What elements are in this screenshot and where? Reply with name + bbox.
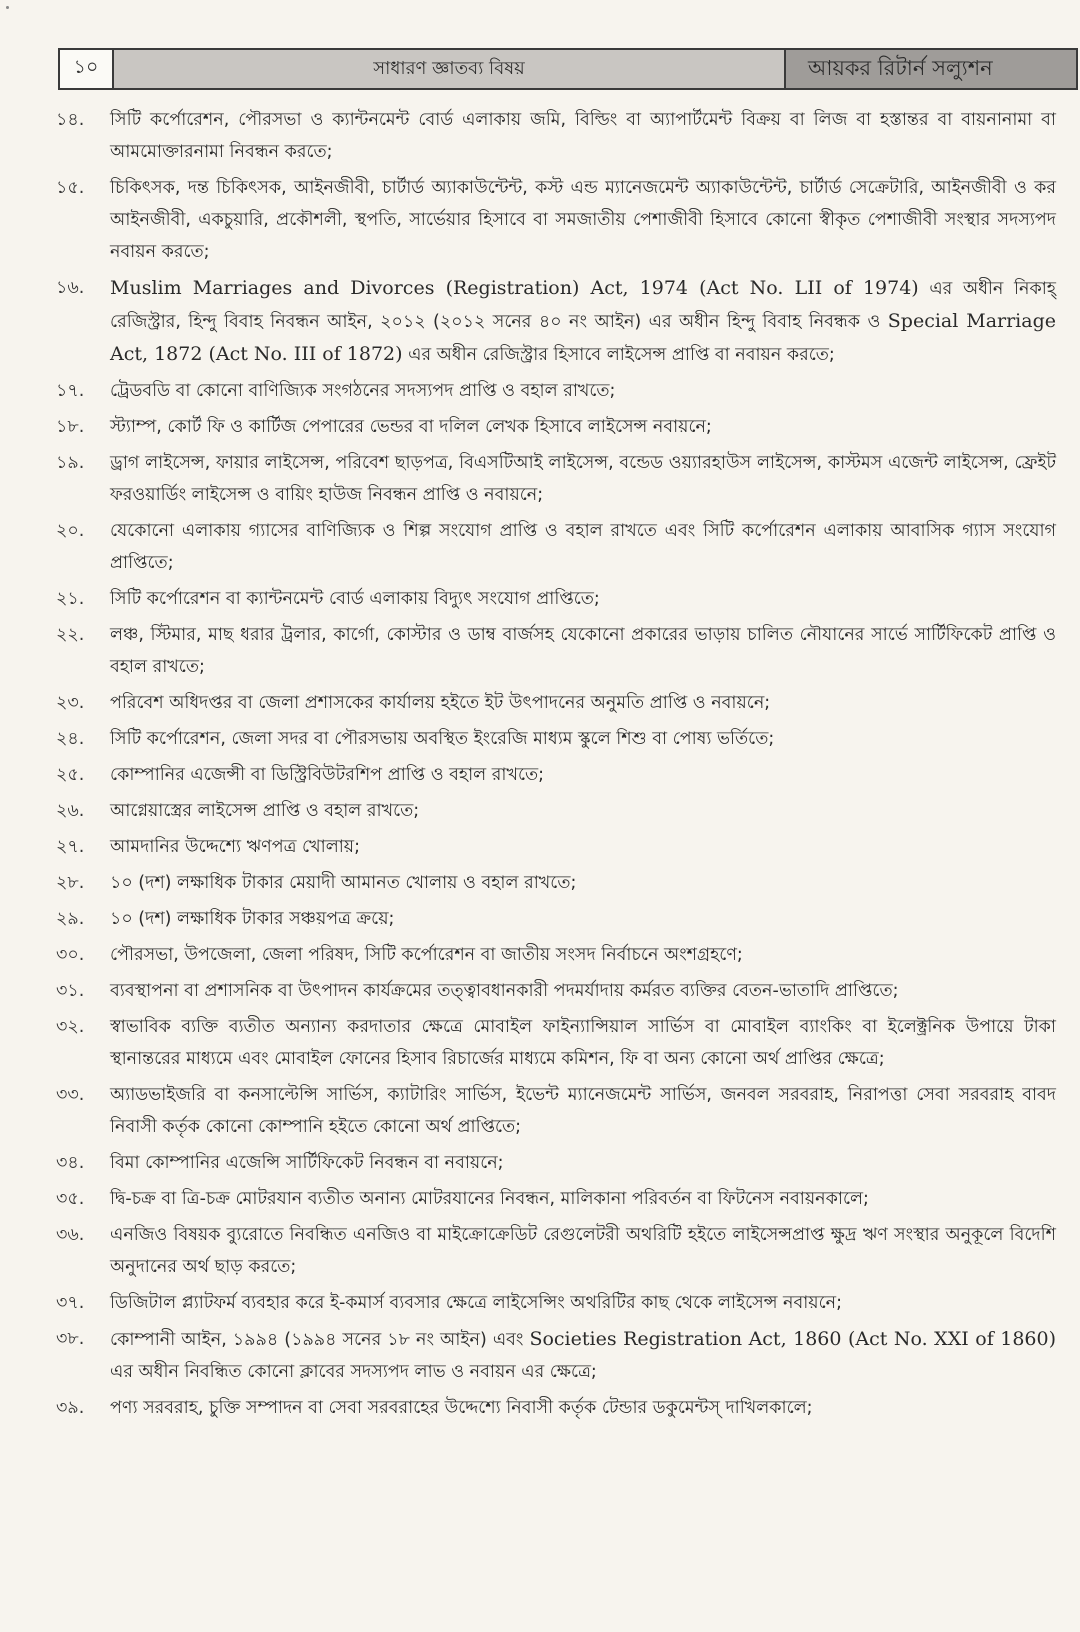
item-text: লঞ্চ, স্টিমার, মাছ ধরার ট্রলার, কার্গো, কোস্টার ও ডাম্ব বার্জসহ যেকোনো প্রকারের ভাড়ায় চালিত নৌযানের সার্ভে সার্টিফিকেট প্রাপ্তি ও বহাল রাখতে; <box>110 625 1056 677</box>
item-text: পরিবেশ অধিদপ্তর বা জেলা প্রশাসকের কার্যালয় হইতে ইট উৎপাদনের অনুমতি প্রাপ্তি ও নবায়নে; <box>110 693 771 713</box>
book-title: আয়কর রিটার্ন সল্যুশন <box>784 50 1076 88</box>
item-text: ব্যবস্থাপনা বা প্রশাসনিক বা উৎপাদন কার্যক্রমের তত্ত্বাবধানকারী পদমর্যাদায় কর্মরত ব্যক্তির বেতন-ভাতাদি প্রাপ্তিতে; <box>110 981 899 1001</box>
item-text: এনজিও বিষয়ক ব্যুরোতে নিবন্ধিত এনজিও বা মাইক্রোক্রেডিট রেগুলেটরী অথরিটি হইতে লাইসেন্সপ্রাপ্ত ক্ষুদ্র ঋণ সংস্থার অনুকূলে বিদেশি অনুদানের অর্থ ছাড় করতে; <box>110 1225 1056 1277</box>
item-number: ৩৮. <box>56 1329 85 1349</box>
list-item <box>56 939 1066 971</box>
page-number: ১০ <box>60 50 114 88</box>
item-number: ৩৪. <box>56 1153 85 1173</box>
list-item <box>56 272 1066 371</box>
item-text: বিমা কোম্পানির এজেন্সি সার্টিফিকেট নিবন্ধন বা নবায়নে; <box>110 1153 504 1173</box>
item-text: সিটি কর্পোরেশন বা ক্যান্টনমেন্ট বোর্ড এলাকায় বিদ্যুৎ সংযোগ প্রাপ্তিতে; <box>110 589 600 609</box>
item-number: ১৮. <box>56 417 85 437</box>
item-number: ১৫. <box>56 178 85 198</box>
item-text: ট্রেডবডি বা কোনো বাণিজ্যিক সংগঠনের সদস্যপদ প্রাপ্তি ও বহাল রাখতে; <box>110 381 616 401</box>
item-number: ২০. <box>56 521 85 541</box>
item-number: ৩৯. <box>56 1398 85 1418</box>
item-text-part: কোম্পানী আইন, ১৯৯৪ (১৯৯৪ সনের ১৮ নং আইন) এবং <box>110 1330 530 1350</box>
item-number: ৩৩. <box>56 1085 85 1105</box>
item-text <box>110 1323 1066 1388</box>
requirement-list <box>56 104 1066 1428</box>
section-title: সাধারণ জ্ঞাতব্য বিষয় <box>114 50 784 88</box>
item-text: ড্রাগ লাইসেন্স, ফায়ার লাইসেন্স, পরিবেশ ছাড়পত্র, বিএসটিআই লাইসেন্স, বন্ডেড ওয়্যারহাউস লাইসেন্স, কাস্টমস এজেন্ট লাইসেন্স, ফ্রেইট ফরওয়ার্ডিং লাইসেন্স ও বায়িং হাউজ নিবন্ধন প্রাপ্তি ও নবায়নে; <box>110 453 1056 505</box>
act-reference: Special Marriage Act, 1872 (Act No. III of 1872) <box>110 310 1056 365</box>
list-item <box>56 447 1066 511</box>
item-number: ১৬. <box>56 278 85 298</box>
item-number: ১৪. <box>56 110 85 130</box>
item-text: চিকিৎসক, দন্ত চিকিৎসক, আইনজীবী, চার্টার্ড অ্যাকাউন্টেন্ট, কস্ট এন্ড ম্যানেজমেন্ট অ্যাকাউন্টেন্ট, চার্টার্ড সেক্রেটারি, আইনজীবী ও কর আইনজীবী, একচুয়ারি, প্রকৌশলী, স্থপতি, সার্ভেয়ার হিসাবে বা সমজাতীয় পেশাজীবী হিসাবে কোনো স্বীকৃত পেশাজীবী সংস্থার সদস্যপদ নবায়ন করতে; <box>110 178 1056 262</box>
list-item <box>56 583 1066 615</box>
item-number: ২৬. <box>56 801 85 821</box>
list-item <box>56 1079 1066 1143</box>
item-text <box>110 272 1066 371</box>
item-number: ২৭. <box>56 837 85 857</box>
item-text: স্ট্যাম্প, কোর্ট ফি ও কার্টিজ পেপারের ভেন্ডর বা দলিল লেখক হিসাবে লাইসেন্স নবায়নে; <box>110 417 712 437</box>
list-item <box>56 172 1066 268</box>
list-item <box>56 1011 1066 1075</box>
item-text: সিটি কর্পোরেশন, জেলা সদর বা পৌরসভায় অবস্থিত ইংরেজি মাধ্যম স্কুলে শিশু বা পোষ্য ভর্তিতে; <box>110 729 775 749</box>
list-item <box>56 411 1066 443</box>
list-item <box>56 515 1066 579</box>
list-item <box>56 1392 1066 1424</box>
list-item <box>56 867 1066 899</box>
list-item <box>56 1219 1066 1283</box>
list-item <box>56 1287 1066 1319</box>
list-item <box>56 375 1066 407</box>
item-text: যেকোনো এলাকায় গ্যাসের বাণিজ্যিক ও শিল্প সংযোগ প্রাপ্তি ও বহাল রাখতে এবং সিটি কর্পোরেশন এলাকায় আবাসিক গ্যাস সংযোগ প্রাপ্তিতে; <box>110 521 1056 573</box>
item-number: ৩৫. <box>56 1189 85 1209</box>
item-text: আগ্নেয়াস্ত্রের লাইসেন্স প্রাপ্তি ও বহাল রাখতে; <box>110 801 420 821</box>
list-item <box>56 687 1066 719</box>
item-text-part: এর অধীন রেজিস্ট্রার হিসাবে লাইসেন্স প্রাপ্তি বা নবায়ন করতে; <box>402 345 835 365</box>
item-number: ২১. <box>56 589 85 609</box>
item-number: ৩৬. <box>56 1225 85 1245</box>
page-speck <box>6 6 9 9</box>
item-text: স্বাভাবিক ব্যক্তি ব্যতীত অন্যান্য করদাতার ক্ষেত্রে মোবাইল ফাইন্যান্সিয়াল সার্ভিস বা মোবাইল ব্যাংকিং বা ইলেক্ট্রনিক উপায়ে টাকা স্থানান্তরের মাধ্যমে এবং মোবাইল ফোনের হিসাব রিচার্জের মাধ্যমে কমিশন, ফি বা অন্য কোনো অর্থ প্রাপ্তির ক্ষেত্রে; <box>110 1017 1056 1069</box>
item-number: ২৩. <box>56 693 85 713</box>
item-text: ১০ (দশ) লক্ষাধিক টাকার মেয়াদী আমানত খোলায় ও বহাল রাখতে; <box>110 873 577 893</box>
item-number: ২২. <box>56 625 85 645</box>
list-item <box>56 759 1066 791</box>
item-text: আমদানির উদ্দেশ্যে ঋণপত্র খোলায়; <box>110 837 361 857</box>
act-reference: Muslim Marriages and Divorces (Registration) Act, 1974 (Act No. LII of 1974) <box>110 277 919 299</box>
item-number: ৩২. <box>56 1017 85 1037</box>
list-item <box>56 903 1066 935</box>
item-text: অ্যাডভাইজরি বা কনসাল্টেন্সি সার্ভিস, ক্যাটারিং সার্ভিস, ইভেন্ট ম্যানেজমেন্ট সার্ভিস, জনবল সরবরাহ, নিরাপত্তা সেবা সরবরাহ বাবদ নিবাসী কর্তৃক কোনো কোম্পানি হইতে কোনো অর্থ প্রাপ্তিতে; <box>110 1085 1056 1137</box>
item-text: দ্বি-চক্র বা ত্রি-চক্র মোটরযান ব্যতীত অনান্য মোটরযানের নিবন্ধন, মালিকানা পরিবর্তন বা ফিটনেস নবায়নকালে; <box>110 1189 869 1209</box>
act-reference: Societies Registration Act, 1860 (Act No. XXI of 1860) <box>529 1328 1056 1350</box>
item-number: ১৯. <box>56 453 85 473</box>
list-item <box>56 831 1066 863</box>
item-text: ১০ (দশ) লক্ষাধিক টাকার সঞ্চয়পত্র ক্রয়ে; <box>110 909 395 929</box>
list-item <box>56 1147 1066 1179</box>
item-text: পৌরসভা, উপজেলা, জেলা পরিষদ, সিটি কর্পোরেশন বা জাতীয় সংসদ নির্বাচনে অংশগ্রহণে; <box>110 945 743 965</box>
item-number: ৩১. <box>56 981 85 1001</box>
item-text-part: এর অধীন নিবন্ধিত কোনো ক্লাবের সদস্যপদ লাভ ও নবায়ন এর ক্ষেত্রে; <box>110 1362 597 1382</box>
list-item <box>56 795 1066 827</box>
list-item <box>56 1183 1066 1215</box>
item-text: কোম্পানির এজেন্সী বা ডিস্ট্রিবিউটরশিপ প্রাপ্তি ও বহাল রাখতে; <box>110 765 545 785</box>
item-number: ৩০. <box>56 945 85 965</box>
list-item <box>56 104 1066 168</box>
item-number: ২৯. <box>56 909 85 929</box>
list-item <box>56 1323 1066 1388</box>
list-item <box>56 619 1066 683</box>
item-text: ডিজিটাল প্ল্যাটফর্ম ব্যবহার করে ই-কমার্স ব্যবসার ক্ষেত্রে লাইসেন্সিং অথরিটির কাছ থেকে লাইসেন্স নবায়নে; <box>110 1293 842 1313</box>
item-number: ২৫. <box>56 765 85 785</box>
item-text: সিটি কর্পোরেশন, পৌরসভা ও ক্যান্টনমেন্ট বোর্ড এলাকায় জমি, বিল্ডিং বা অ্যাপার্টমেন্ট বিক্রয় বা লিজ বা হস্তান্তর বা বায়নানামা বা আমমোক্তারনামা নিবন্ধন করতে; <box>110 110 1056 162</box>
item-number: ২৮. <box>56 873 85 893</box>
item-number: ৩৭. <box>56 1293 85 1313</box>
list-item <box>56 723 1066 755</box>
item-number: ১৭. <box>56 381 85 401</box>
item-number: ২৪. <box>56 729 85 749</box>
item-text-part: এর অধীন নিকাহ্ রেজিস্ট্রার, হিন্দু বিবাহ নিবন্ধন আইন, ২০১২ (২০১২ সনের ৪০ নং আইন) এর অধীন হিন্দু বিবাহ নিবন্ধক ও <box>110 279 1056 332</box>
list-item <box>56 975 1066 1007</box>
item-text: পণ্য সরবরাহ, চুক্তি সম্পাদন বা সেবা সরবরাহের উদ্দেশ্যে নিবাসী কর্তৃক টেন্ডার ডকুমেন্টস্ দাখিলকালে; <box>110 1398 813 1418</box>
running-header <box>58 48 1078 90</box>
